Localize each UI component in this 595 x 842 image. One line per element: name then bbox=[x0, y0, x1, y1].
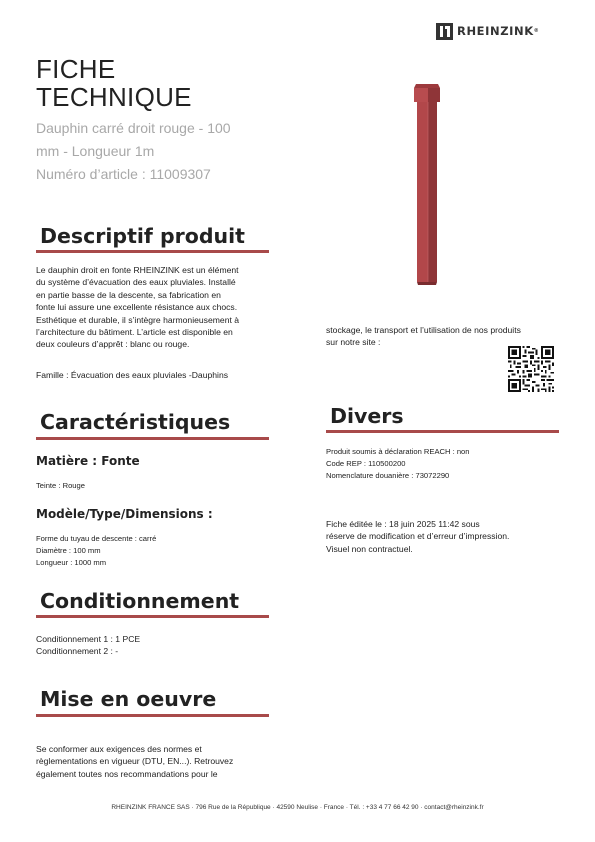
dimension-item: Longueur : 1000 mm bbox=[36, 558, 107, 567]
title-line-2: TECHNIQUE bbox=[36, 82, 192, 112]
descriptif-line: fonte lui assure une excellente résistance aux chocs. bbox=[36, 302, 238, 313]
registered-mark: ® bbox=[533, 28, 540, 34]
page-title bbox=[36, 55, 192, 111]
dimension-item: Diamètre : 100 mm bbox=[36, 546, 101, 555]
section-bar-conditionnement bbox=[36, 615, 269, 618]
section-bar-divers bbox=[326, 430, 559, 433]
page-footer: RHEINZINK FRANCE SAS · 796 Rue de la République · 42590 Neulise · France · Tél. : +33 4 77 66 42 90 · contact@rheinzink.fr bbox=[111, 804, 484, 811]
divers-item: Code REP : 110500200 bbox=[326, 459, 406, 468]
subtitle-line-2: mm - Longueur 1m bbox=[36, 143, 155, 159]
section-title-descriptif: Descriptif produit bbox=[40, 224, 245, 248]
mise-en-oeuvre-line: règlementations en vigueur (DTU, EN...). Retrouvez bbox=[36, 756, 234, 767]
title-line-1: FICHE bbox=[36, 54, 116, 84]
product-subtitle bbox=[36, 117, 276, 186]
descriptif-text bbox=[36, 264, 276, 351]
continued-line: sur notre site : bbox=[326, 337, 381, 348]
pipe-collar-top bbox=[414, 84, 440, 88]
section-title-caracteristiques: Caractéristiques bbox=[40, 410, 231, 434]
brand-logo bbox=[436, 21, 560, 41]
conditionnement-item: Conditionnement 1 : 1 PCE bbox=[36, 634, 141, 644]
conditionnement-item: Conditionnement 2 : - bbox=[36, 646, 119, 657]
subtitle-line-3: Numéro d’article : 11009307 bbox=[36, 166, 211, 182]
subtitle-line-1: Dauphin carré droit rouge - 100 bbox=[36, 120, 231, 136]
dimensions-list bbox=[36, 533, 156, 569]
section-bar-mise-en-oeuvre bbox=[36, 714, 269, 717]
descriptif-line: deux couleurs d’apprêt : blanc ou rouge. bbox=[36, 339, 190, 350]
mise-en-oeuvre-line: Se conformer aux exigences des normes et bbox=[36, 744, 202, 754]
qr-code-icon[interactable] bbox=[508, 346, 554, 392]
pipe-collar-front bbox=[414, 88, 428, 102]
edition-line: Visuel non contractuel. bbox=[326, 543, 413, 554]
product-image bbox=[396, 80, 456, 290]
dimension-item: Forme du tuyau de descente : carré bbox=[36, 534, 157, 543]
pipe-collar-side bbox=[428, 88, 440, 102]
continued-text bbox=[326, 324, 521, 349]
rheinzink-logo-icon bbox=[436, 23, 453, 40]
section-title-divers: Divers bbox=[330, 404, 404, 428]
conditionnement-list bbox=[36, 633, 140, 658]
pipe-shaft-front bbox=[417, 102, 428, 282]
section-title-mise-en-oeuvre: Mise en oeuvre bbox=[40, 687, 217, 711]
teinte-text: Teinte : Rouge bbox=[36, 481, 85, 490]
continued-line: stockage, le transport et l’utilisation de nos produits bbox=[326, 325, 521, 335]
edition-note bbox=[326, 518, 509, 555]
descriptif-line: en partie basse de la descente, sa fabrication en bbox=[36, 289, 221, 300]
modele-heading: Modèle/Type/Dimensions : bbox=[36, 507, 213, 521]
divers-item: Nomenclature douanière : 73072290 bbox=[326, 471, 450, 480]
descriptif-line: du système d’évacuation des eaux pluviales. Installé bbox=[36, 277, 236, 288]
divers-item: Produit soumis à déclaration REACH : non bbox=[326, 447, 470, 456]
section-bar-descriptif bbox=[36, 250, 269, 253]
edition-line: réserve de modification et d’erreur d’impression. bbox=[326, 531, 510, 542]
brand-name: RHEINZINK bbox=[457, 24, 534, 38]
matiere-heading: Matière : Fonte bbox=[36, 454, 140, 468]
mise-en-oeuvre-line: également toutes nos recommandations pour le bbox=[36, 768, 218, 779]
descriptif-line: Le dauphin droit en fonte RHEINZINK est un élément bbox=[36, 265, 239, 275]
mise-en-oeuvre-text bbox=[36, 743, 276, 780]
pipe-bottom bbox=[417, 282, 437, 285]
section-bar-caracteristiques bbox=[36, 437, 269, 440]
famille-text: Famille : Évacuation des eaux pluviales -Dauphins bbox=[36, 370, 229, 380]
descriptif-line: Esthétique et durable, il s’intègre harmonieusement à bbox=[36, 314, 240, 325]
descriptif-line: l’architecture du bâtiment. L’article est disponible en bbox=[36, 327, 233, 338]
section-title-conditionnement: Conditionnement bbox=[40, 589, 240, 613]
divers-list bbox=[326, 446, 470, 482]
pipe-shaft-side bbox=[428, 102, 437, 282]
edition-line: Fiche éditée le : 18 juin 2025 11:42 sous bbox=[326, 519, 480, 529]
